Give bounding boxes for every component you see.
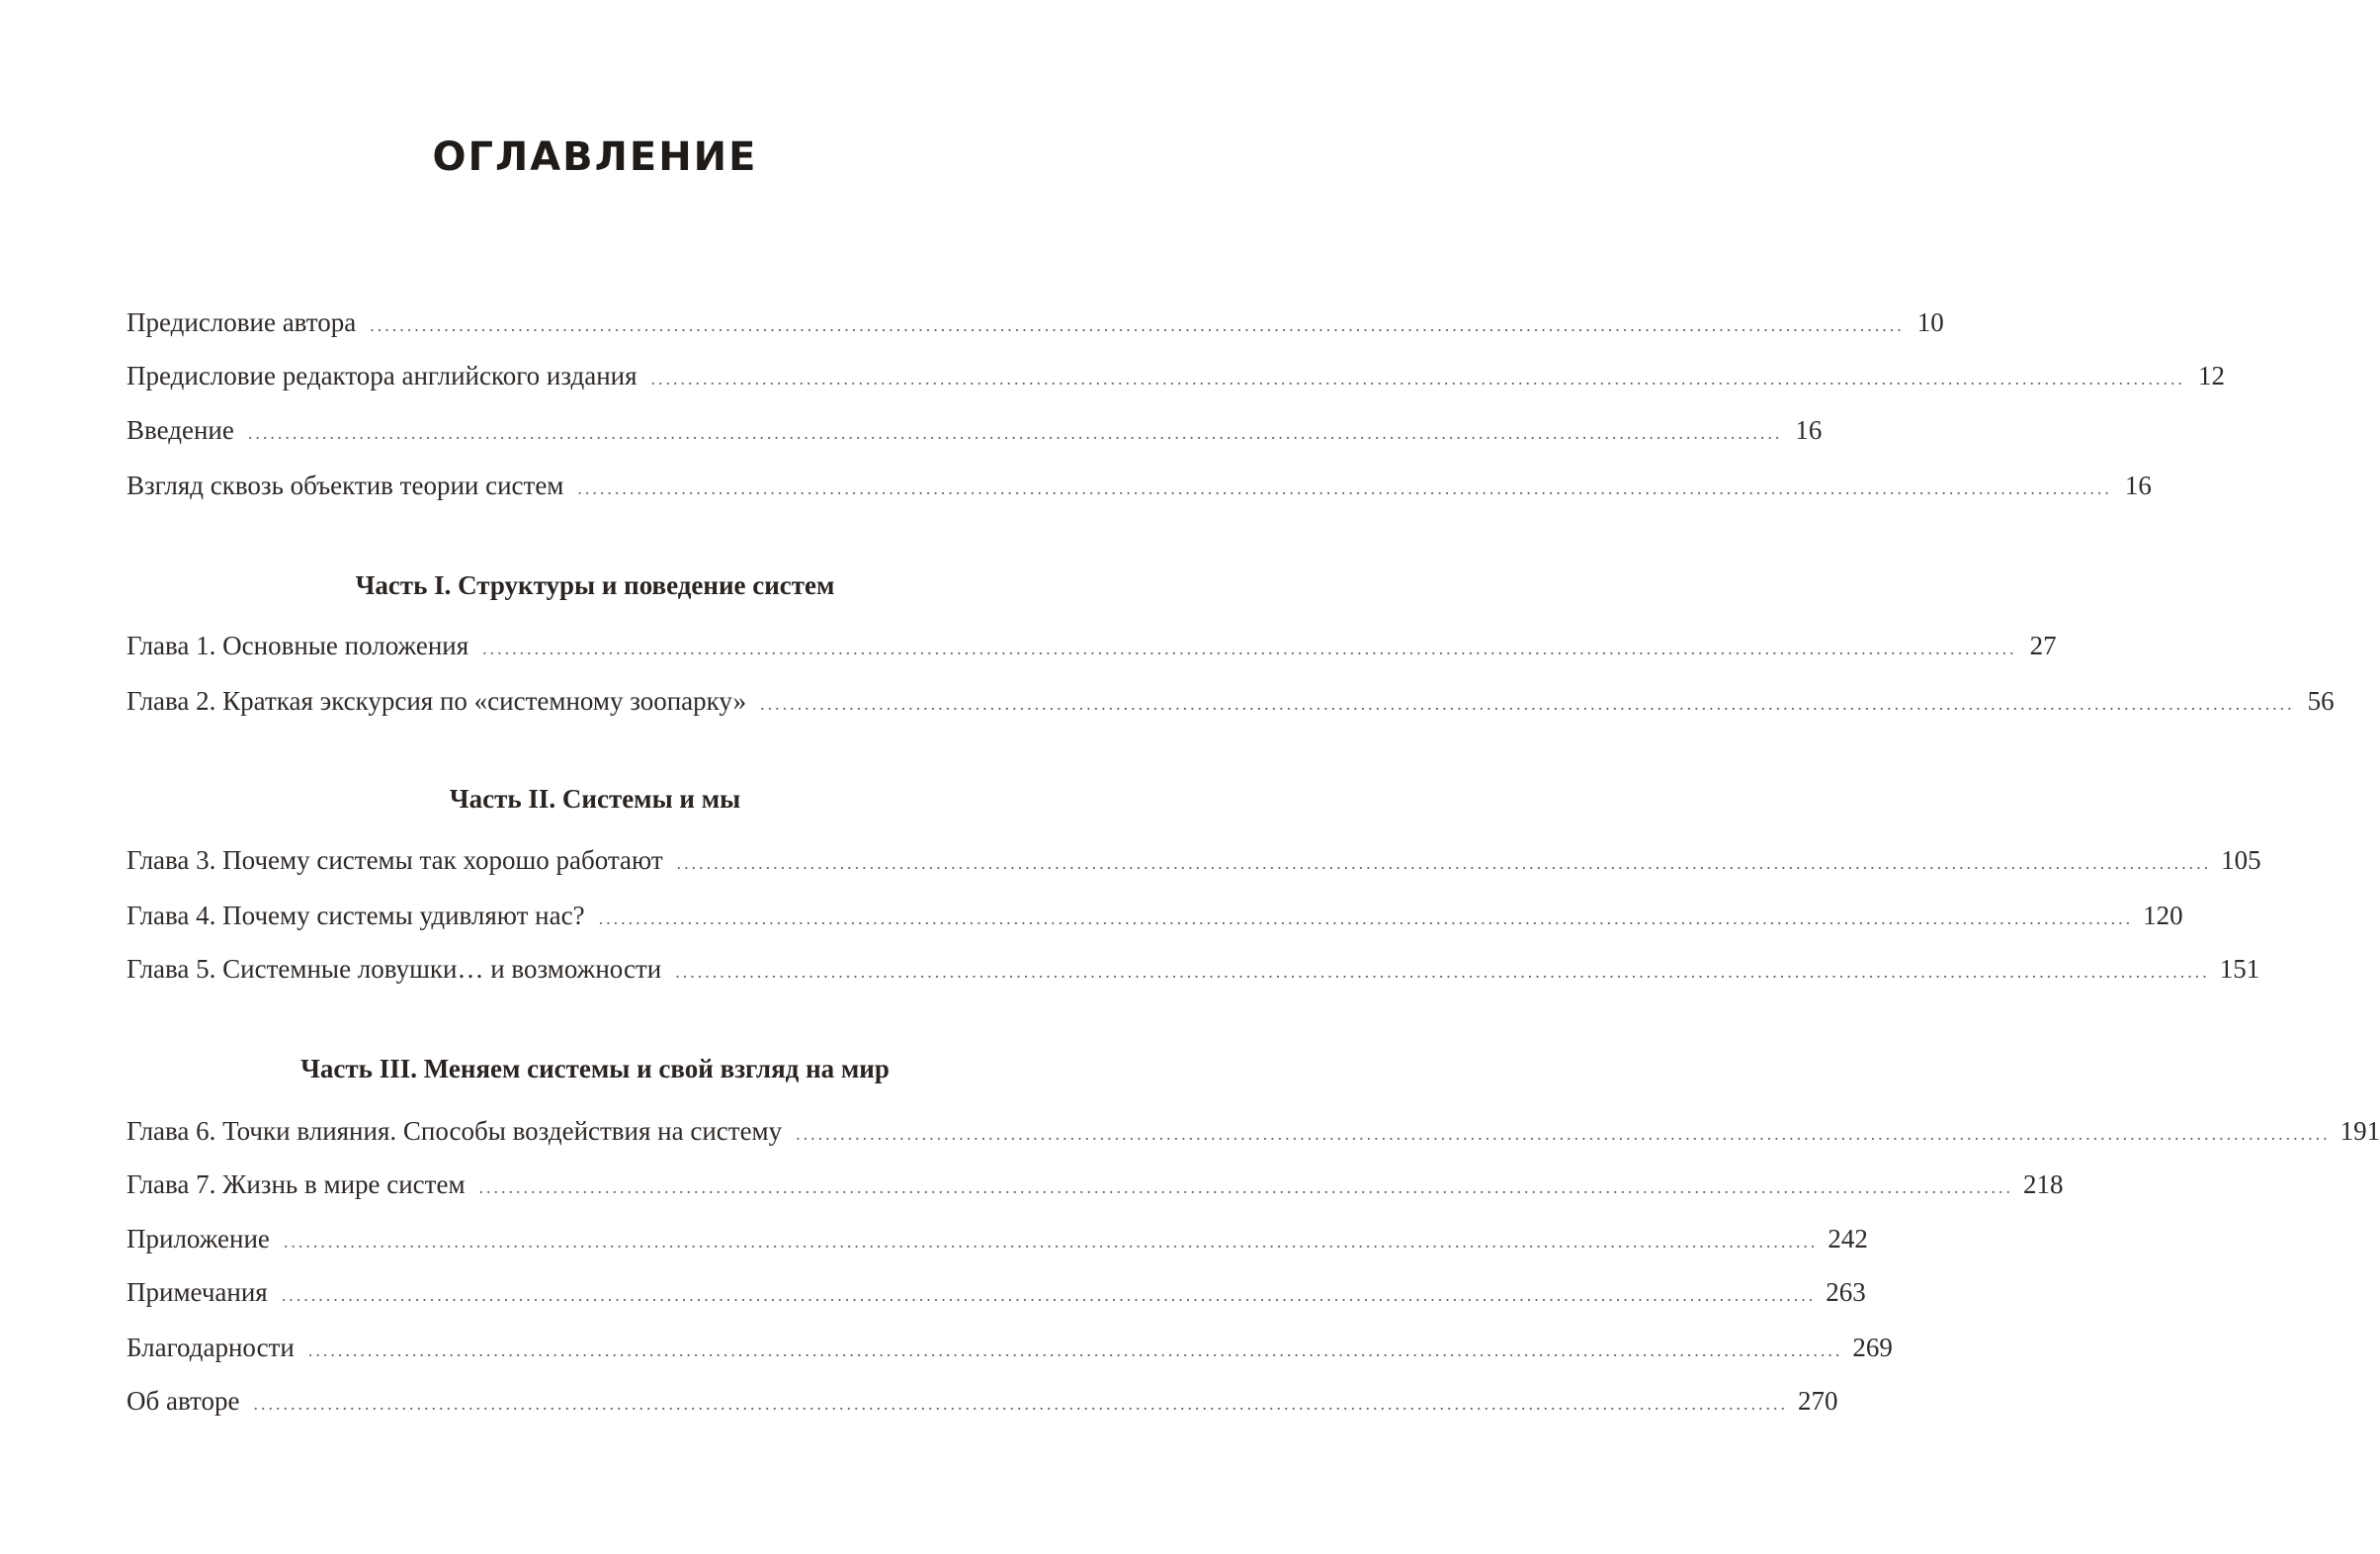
toc-dot-leader: ............................................................................................................................................................................................................... — [676, 853, 2212, 873]
toc-entry[interactable] — [127, 302, 1944, 342]
toc-entry-label: Благодарности — [127, 1333, 295, 1362]
toc-dot-leader: ............................................................................................................................................................................................................... — [253, 1394, 1788, 1414]
toc-entry-label: Глава 6. Точки влияния. Способы воздействия на систему — [127, 1116, 783, 1146]
toc-entry-page: 120 — [2143, 901, 2183, 930]
toc-entry-page: 10 — [1916, 307, 1944, 337]
toc-entry-page: 191 — [2339, 1116, 2380, 1146]
toc-entry-label: Приложение — [127, 1224, 270, 1253]
toc-entry-page: 16 — [1795, 415, 1823, 445]
toc-entry[interactable] — [127, 840, 2261, 880]
toc-entry[interactable] — [127, 1111, 2380, 1151]
toc-dot-leader: ............................................................................................................................................................................................................... — [577, 478, 2112, 498]
toc-entry-page: 151 — [2219, 954, 2260, 984]
toc-entry-label: Глава 7. Жизнь в мире систем — [127, 1169, 466, 1199]
toc-entry-page: 105 — [2221, 845, 2261, 875]
toc-dot-leader: ............................................................................................................................................................................................................... — [760, 694, 2295, 714]
toc-entry[interactable] — [127, 1381, 1838, 1421]
toc-entry-label: Примечания — [127, 1277, 268, 1307]
toc-dot-leader: ............................................................................................................................................................................................................... — [370, 315, 1905, 335]
toc-entry[interactable] — [127, 1328, 1893, 1367]
toc-entry-label: Предисловие редактора английского издания — [127, 361, 638, 390]
toc-dot-leader: ............................................................................................................................................................................................................... — [281, 1285, 1817, 1305]
toc-entry-page: 16 — [2124, 471, 2152, 500]
toc-entry[interactable] — [127, 681, 2335, 721]
toc-entry-page: 218 — [2023, 1169, 2064, 1199]
part-heading: Часть II. Системы и мы — [449, 784, 741, 814]
toc-dot-leader: ............................................................................................................................................................................................................... — [675, 962, 2210, 982]
toc-entry-label: Введение — [127, 415, 234, 445]
toc-entry-label: Глава 5. Системные ловушки… и возможности — [127, 954, 662, 984]
toc-entry[interactable] — [127, 626, 2057, 665]
toc-entry-label: Предисловие автора — [127, 307, 357, 337]
toc-entry-page: 56 — [2307, 686, 2335, 716]
toc-entry-page: 12 — [2198, 361, 2226, 390]
part-heading: Часть III. Меняем системы и свой взгляд на мир — [300, 1054, 890, 1083]
toc-entry-page: 269 — [1852, 1333, 1893, 1362]
toc-entry[interactable] — [127, 466, 2152, 505]
toc-entry[interactable] — [127, 1272, 1866, 1312]
toc-entry[interactable] — [127, 1165, 2064, 1204]
page-title: ОГЛАВЛЕНИЕ — [432, 134, 758, 180]
toc-dot-leader: ............................................................................................................................................................................................................... — [796, 1124, 2331, 1144]
toc-entry[interactable] — [127, 949, 2260, 989]
toc-entry[interactable] — [127, 356, 2226, 395]
toc-dot-leader: ............................................................................................................................................................................................................... — [478, 1177, 2014, 1197]
toc-entry[interactable] — [127, 1219, 1868, 1258]
toc-entry-label: Глава 1. Основные положения — [127, 631, 469, 660]
toc-dot-leader: ............................................................................................................................................................................................................... — [283, 1232, 1819, 1252]
toc-entry[interactable] — [127, 410, 1823, 450]
toc-entry-label: Об авторе — [127, 1386, 240, 1416]
toc-entry-label: Взгляд сквозь объектив теории систем — [127, 471, 564, 500]
toc-entry[interactable] — [127, 896, 2183, 935]
toc-entry-page: 263 — [1826, 1277, 1866, 1307]
toc-dot-leader: ............................................................................................................................................................................................................... — [482, 639, 2017, 658]
part-heading: Часть I. Структуры и поведение систем — [355, 570, 835, 600]
toc-entry-page: 242 — [1828, 1224, 1868, 1253]
toc-dot-leader: ............................................................................................................................................................................................................... — [650, 369, 2186, 388]
toc-entry-page: 270 — [1797, 1386, 1838, 1416]
toc-entry-page: 27 — [2029, 631, 2057, 660]
toc-entry-label: Глава 2. Краткая экскурсия по «системному зоопарку» — [127, 686, 747, 716]
toc-entry-label: Глава 4. Почему системы удивляют нас? — [127, 901, 585, 930]
toc-dot-leader: ............................................................................................................................................................................................................... — [247, 423, 1783, 443]
toc-dot-leader: ............................................................................................................................................................................................................... — [307, 1340, 1843, 1360]
toc-dot-leader: ............................................................................................................................................................................................................... — [598, 908, 2134, 928]
toc-entry-label: Глава 3. Почему системы так хорошо работают — [127, 845, 663, 875]
